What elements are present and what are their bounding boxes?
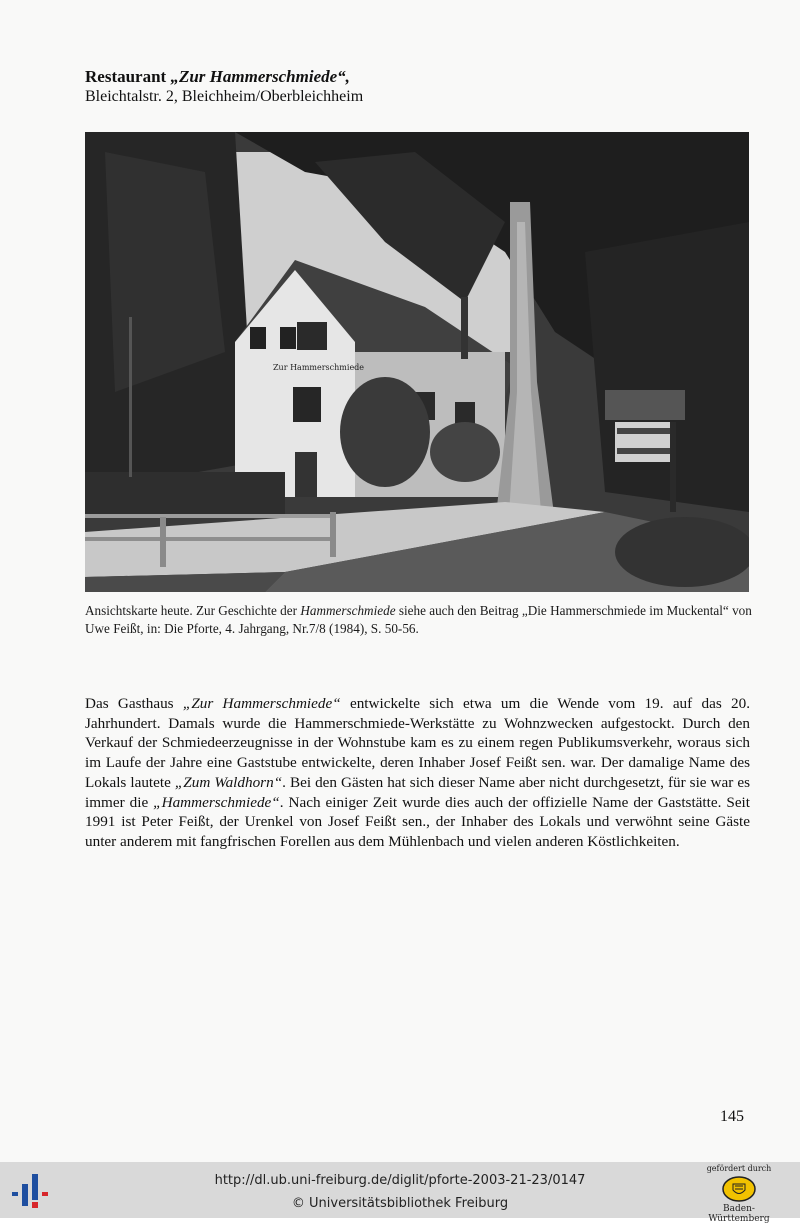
page-number: 145	[720, 1108, 744, 1125]
body-text-2: entwickelte sich etwa um die Wende vom 19. auf das 20. Jahrhundert. Damals wurde die Hammerschmiede-Werkstätte zu Wohnzwecken aufgestockt. Durch den Verkauf der Schmiedeerzeugnisse in der Wohnstube kam es zu einem regen Publikumsverkehr, woraus sich im Laufe der Jahre eine Gaststube entwickelte, deren Inhaber Josef Feißt sen. war. Der damalige Name des Lokals lautete	[85, 695, 751, 791]
body-text-4: . Nach einiger Zeit wurde dies auch der offizielle Name der Gaststätte. Seit 1991 ist Peter Feißt, der Urenkel von Josef Feißt sen., der Inhaber des Lokals und verwöhnt seine Gäste unter anderem mit fangfrischen Forellen aus dem Mühlenbach und vielen anderen Köstlichkeiten.	[85, 793, 750, 850]
sponsor-badge	[694, 1164, 784, 1224]
body-text-3: . Bei den Gästen hat sich dieser Name aber nicht durchgesetzt, für sie war es immer die	[85, 773, 750, 811]
body-text-1: Das Gasthaus	[85, 695, 183, 712]
caption-text-2: siehe auch den Beitrag „Die Hammerschmiede im Muckental“ von Uwe Feißt, in: Die Pforte, 4. Jahrgang, Nr.7/8 (1984), S. 50-56.	[85, 603, 752, 636]
restaurant-photo	[85, 132, 749, 592]
badge-top-text: gefördert durch	[706, 1164, 772, 1173]
photo-caption	[85, 602, 755, 638]
body-emphasis-3: „Hammerschmiede“	[153, 793, 280, 811]
coat-of-arms-icon	[721, 1176, 757, 1202]
title-prefix: Restaurant	[85, 67, 171, 86]
body-emphasis-2: „Zum Waldhorn“	[174, 773, 283, 791]
footer-url-link[interactable]: http://dl.ub.uni-freiburg.de/diglit/pforte-2003-21-23/0147	[214, 1173, 586, 1188]
caption-emphasis: Hammerschmiede	[300, 603, 396, 618]
page-title	[85, 66, 685, 87]
house-sign-text: Zur Hammerschmiede	[273, 363, 365, 372]
heading-block	[85, 66, 685, 107]
badge-bottom-text: Baden-Württemberg	[708, 1204, 770, 1224]
address-line: Bleichtalstr. 2, Bleichheim/Oberbleichheim	[85, 88, 364, 105]
body-emphasis-1: „Zur Hammerschmiede“	[182, 695, 341, 712]
footer-bar	[0, 1162, 800, 1224]
caption-text-1: Ansichtskarte heute. Zur Geschichte der	[85, 603, 301, 618]
title-name: „Zur Hammerschmiede“,	[170, 67, 350, 86]
body-paragraph	[85, 694, 750, 852]
footer-copyright: © Universitätsbibliothek Freiburg	[291, 1196, 509, 1211]
